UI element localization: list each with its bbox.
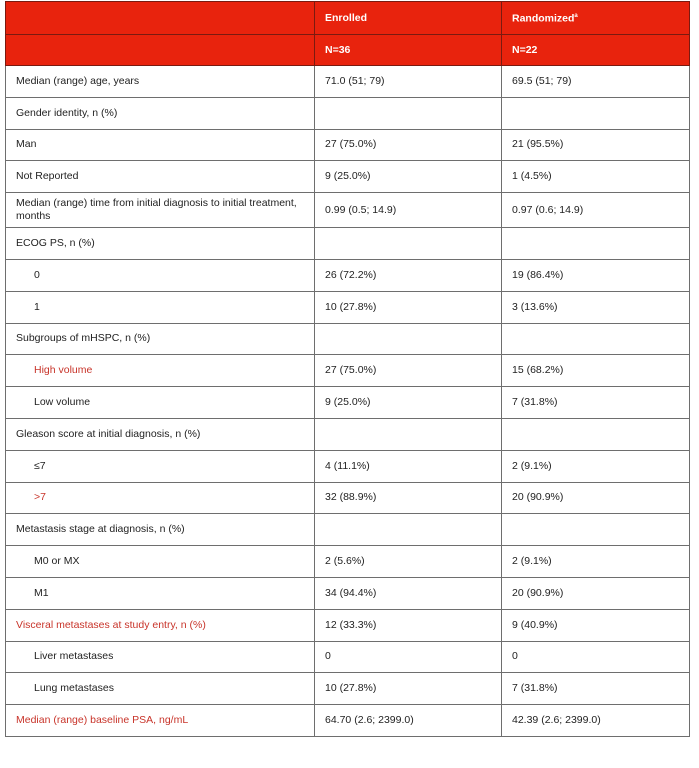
randomized-value: 15 (68.2%) xyxy=(502,355,690,387)
enrolled-value: 26 (72.2%) xyxy=(315,259,502,291)
enrolled-value: 64.70 (2.6; 2399.0) xyxy=(315,705,502,737)
enrolled-value: 10 (27.8%) xyxy=(315,291,502,323)
table-row xyxy=(6,228,690,260)
header-empty-cell xyxy=(6,35,315,66)
row-label: Gleason score at initial diagnosis, n (%) xyxy=(6,418,315,450)
randomized-value xyxy=(502,418,690,450)
randomized-value: 7 (31.8%) xyxy=(502,387,690,419)
enrolled-value: 12 (33.3%) xyxy=(315,609,502,641)
table-row xyxy=(6,577,690,609)
randomized-value: 0.97 (0.6; 14.9) xyxy=(502,193,690,228)
row-label: Not Reported xyxy=(6,161,315,193)
enrolled-value: 71.0 (51; 79) xyxy=(315,66,502,98)
row-label: ≤7 xyxy=(6,450,315,482)
randomized-value: 21 (95.5%) xyxy=(502,129,690,161)
row-label: >7 xyxy=(6,482,315,514)
table-row xyxy=(6,291,690,323)
row-label: Lung metastases xyxy=(6,673,315,705)
table-row xyxy=(6,514,690,546)
enrolled-value: 0 xyxy=(315,641,502,673)
randomized-value: 20 (90.9%) xyxy=(502,482,690,514)
row-label: Median (range) time from initial diagnosis to initial treatment, months xyxy=(6,193,315,228)
header-row-counts xyxy=(6,35,690,66)
header-randomized-label: Randomized xyxy=(512,12,575,25)
table-row xyxy=(6,450,690,482)
table-row xyxy=(6,609,690,641)
randomized-value: 3 (13.6%) xyxy=(502,291,690,323)
enrolled-value xyxy=(315,514,502,546)
randomized-value: 69.5 (51; 79) xyxy=(502,66,690,98)
enrolled-value: 34 (94.4%) xyxy=(315,577,502,609)
table-row xyxy=(6,97,690,129)
enrolled-value: 27 (75.0%) xyxy=(315,355,502,387)
table-row xyxy=(6,546,690,578)
randomized-value: 19 (86.4%) xyxy=(502,259,690,291)
header-empty-cell xyxy=(6,2,315,35)
table-row xyxy=(6,129,690,161)
row-label: Gender identity, n (%) xyxy=(6,97,315,129)
header-randomized-n: N=22 xyxy=(502,35,690,66)
enrolled-value: 10 (27.8%) xyxy=(315,673,502,705)
table-row xyxy=(6,193,690,228)
randomized-value: 0 xyxy=(502,641,690,673)
table-row xyxy=(6,641,690,673)
table-row xyxy=(6,705,690,737)
header-enrolled: Enrolled xyxy=(315,2,502,35)
enrolled-value xyxy=(315,418,502,450)
randomized-value: 7 (31.8%) xyxy=(502,673,690,705)
row-label: 1 xyxy=(6,291,315,323)
table-row xyxy=(6,323,690,355)
enrolled-value: 9 (25.0%) xyxy=(315,387,502,419)
randomized-value xyxy=(502,514,690,546)
enrolled-value: 9 (25.0%) xyxy=(315,161,502,193)
row-label: Median (range) baseline PSA, ng/mL xyxy=(6,705,315,737)
randomized-value: 9 (40.9%) xyxy=(502,609,690,641)
randomized-value xyxy=(502,323,690,355)
table-row xyxy=(6,387,690,419)
randomized-value xyxy=(502,97,690,129)
header-row-labels xyxy=(6,2,690,35)
enrolled-value: 32 (88.9%) xyxy=(315,482,502,514)
table-row xyxy=(6,482,690,514)
row-label: Metastasis stage at diagnosis, n (%) xyxy=(6,514,315,546)
table-row xyxy=(6,355,690,387)
enrolled-value xyxy=(315,323,502,355)
enrolled-value: 2 (5.6%) xyxy=(315,546,502,578)
enrolled-value xyxy=(315,97,502,129)
header-randomized xyxy=(502,2,690,35)
randomized-value: 20 (90.9%) xyxy=(502,577,690,609)
baseline-characteristics-table xyxy=(5,1,690,737)
row-label: Liver metastases xyxy=(6,641,315,673)
enrolled-value: 27 (75.0%) xyxy=(315,129,502,161)
randomized-value: 42.39 (2.6; 2399.0) xyxy=(502,705,690,737)
table-row xyxy=(6,673,690,705)
randomized-value: 2 (9.1%) xyxy=(502,450,690,482)
enrolled-value: 4 (11.1%) xyxy=(315,450,502,482)
row-label: Low volume xyxy=(6,387,315,419)
table-row xyxy=(6,161,690,193)
randomized-value: 2 (9.1%) xyxy=(502,546,690,578)
row-label: ECOG PS, n (%) xyxy=(6,228,315,260)
row-label: Visceral metastases at study entry, n (%) xyxy=(6,609,315,641)
row-label: Man xyxy=(6,129,315,161)
row-label: Subgroups of mHSPC, n (%) xyxy=(6,323,315,355)
enrolled-value: 0.99 (0.5; 14.9) xyxy=(315,193,502,228)
randomized-value: 1 (4.5%) xyxy=(502,161,690,193)
table-row xyxy=(6,418,690,450)
row-label: Median (range) age, years xyxy=(6,66,315,98)
table-row xyxy=(6,66,690,98)
randomized-value xyxy=(502,228,690,260)
row-label: 0 xyxy=(6,259,315,291)
row-label: High volume xyxy=(6,355,315,387)
row-label: M0 or MX xyxy=(6,546,315,578)
enrolled-value xyxy=(315,228,502,260)
row-label: M1 xyxy=(6,577,315,609)
header-randomized-footnote: a xyxy=(574,13,578,20)
header-enrolled-n: N=36 xyxy=(315,35,502,66)
table-row xyxy=(6,259,690,291)
